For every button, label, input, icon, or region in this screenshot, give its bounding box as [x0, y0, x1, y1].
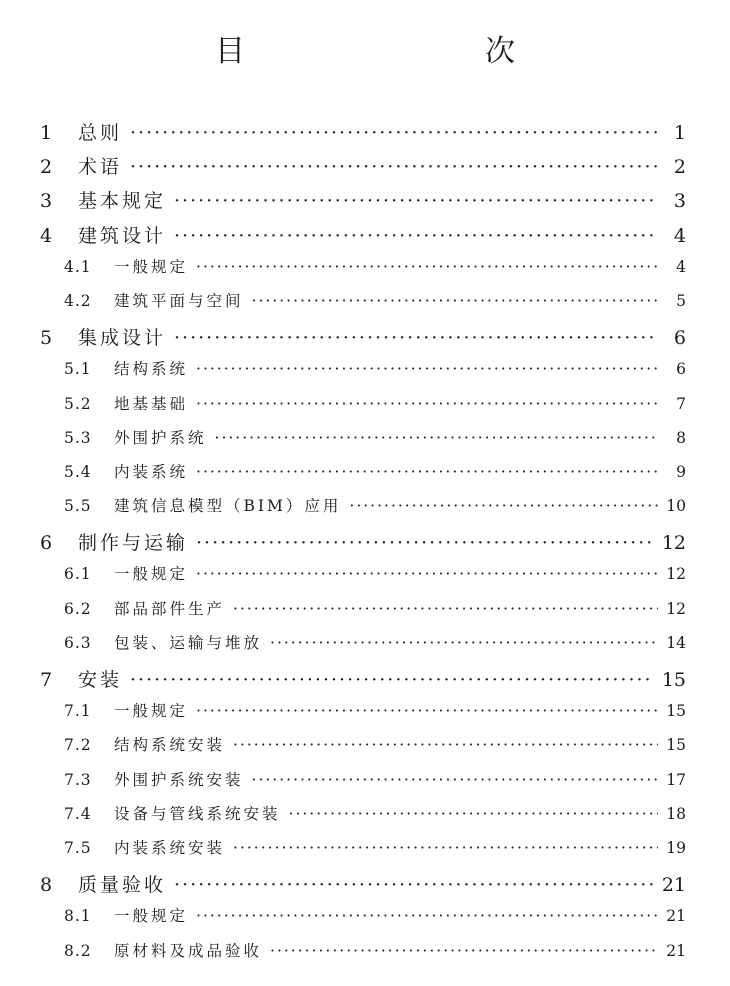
- toc-entry-title: 一般规定: [114, 702, 189, 721]
- toc-entry-page: 21: [661, 874, 686, 897]
- dot-leader: [196, 532, 654, 554]
- toc-entry-number: 7: [40, 669, 53, 691]
- toc-entry-page: 5: [676, 291, 686, 310]
- toc-entry[interactable]: [40, 182, 686, 216]
- toc-entry-title: 包装、运输与堆放: [114, 633, 263, 652]
- toc-entry-title: 一般规定: [114, 257, 189, 276]
- dot-leader: [289, 805, 658, 823]
- toc-entry[interactable]: [40, 661, 686, 695]
- toc-entry-title: 建筑平面与空间: [114, 291, 244, 310]
- toc-entry-page: 14: [666, 633, 686, 652]
- toc-entry[interactable]: [40, 422, 686, 456]
- toc-entry-number: 7.4: [64, 804, 92, 823]
- toc-entry[interactable]: [40, 217, 686, 251]
- toc-entry-page: 12: [666, 599, 686, 618]
- toc-entry[interactable]: [40, 456, 686, 490]
- toc-entry-title: 外围护系统: [114, 428, 207, 447]
- toc-entry-page: 15: [666, 702, 686, 721]
- toc-entry-number: 6.1: [64, 565, 92, 584]
- toc-entry-page: 19: [666, 838, 686, 857]
- dot-leader: [252, 292, 658, 310]
- toc-entry-title: 制作与运输: [78, 532, 189, 555]
- toc-entry[interactable]: [40, 729, 686, 763]
- toc-entry-title: 外围护系统安装: [114, 770, 244, 789]
- toc-entry[interactable]: [40, 524, 686, 558]
- toc-entry-number: 5.2: [64, 394, 92, 413]
- table-of-contents: [40, 114, 686, 969]
- toc-entry-number: 4.1: [64, 257, 92, 276]
- toc-entry-number: 4.2: [64, 291, 92, 310]
- toc-entry-title: 部品部件生产: [114, 599, 226, 618]
- toc-entry[interactable]: [40, 832, 686, 866]
- toc-entry-number: 7.3: [64, 770, 92, 789]
- dot-leader: [174, 327, 658, 349]
- toc-entry-page: 6: [673, 327, 686, 350]
- toc-entry[interactable]: [40, 251, 686, 285]
- toc-entry[interactable]: [40, 627, 686, 661]
- toc-entry-number: 6: [40, 532, 53, 555]
- dot-leader: [196, 702, 658, 720]
- toc-entry-title: 原材料及成品验收: [114, 941, 263, 960]
- toc-entry-page: 4: [676, 257, 686, 276]
- toc-entry-title: 基本规定: [78, 190, 167, 213]
- toc-entry-title: 集成设计: [78, 327, 167, 350]
- dot-leader: [196, 463, 658, 481]
- toc-entry-title: 设备与管线系统安装: [114, 804, 281, 823]
- toc-entry-number: 4: [40, 224, 53, 247]
- toc-entry-title: 建筑信息模型（BIM）应用: [114, 497, 342, 516]
- toc-entry-page: 4: [673, 224, 686, 247]
- toc-entry-page: 17: [666, 770, 686, 789]
- toc-entry[interactable]: [40, 798, 686, 832]
- toc-entry[interactable]: [40, 866, 686, 900]
- toc-entry-number: 3: [40, 190, 53, 213]
- dot-leader: [130, 156, 658, 178]
- toc-entry-title: 质量验收: [78, 874, 167, 897]
- toc-entry[interactable]: [40, 114, 686, 148]
- toc-entry-page: 15: [661, 669, 686, 691]
- toc-entry-page: 21: [666, 907, 686, 926]
- toc-entry-page: 6: [676, 360, 686, 379]
- toc-entry-page: 10: [666, 497, 686, 516]
- toc-entry-number: 5: [40, 327, 53, 350]
- toc-entry[interactable]: [40, 695, 686, 729]
- toc-entry-number: 7.5: [64, 838, 92, 857]
- toc-entry-title: 结构系统安装: [114, 736, 226, 755]
- toc-entry-number: 5.1: [64, 360, 92, 379]
- toc-entry-title: 内装系统: [114, 462, 189, 481]
- toc-entry[interactable]: [40, 764, 686, 798]
- toc-entry-title: 安装: [78, 669, 123, 691]
- toc-entry-page: 15: [666, 736, 686, 755]
- dot-leader: [215, 429, 658, 447]
- dot-leader: [196, 258, 658, 276]
- toc-entry-number: 7.1: [64, 702, 92, 721]
- toc-entry[interactable]: [40, 900, 686, 934]
- dot-leader: [130, 669, 654, 691]
- toc-entry[interactable]: [40, 285, 686, 319]
- dot-leader: [270, 634, 658, 652]
- toc-entry-title: 总则: [78, 122, 123, 144]
- toc-entry-title: 术语: [78, 156, 123, 179]
- dot-leader: [196, 360, 658, 378]
- dot-leader: [174, 874, 654, 896]
- dot-leader: [233, 736, 658, 754]
- toc-entry-title: 一般规定: [114, 565, 189, 584]
- toc-entry-page: 1: [673, 122, 686, 144]
- toc-entry-number: 5.4: [64, 462, 92, 481]
- dot-leader: [233, 600, 658, 618]
- toc-entry-number: 8.2: [64, 941, 92, 960]
- dot-leader: [130, 122, 658, 144]
- toc-entry-page: 18: [666, 804, 686, 823]
- toc-entry-number: 5.3: [64, 428, 92, 447]
- toc-entry-number: 8.1: [64, 907, 92, 926]
- dot-leader: [270, 942, 658, 960]
- dot-leader: [174, 190, 658, 212]
- toc-entry-page: 2: [673, 156, 686, 179]
- toc-entry-page: 9: [676, 462, 686, 481]
- dot-leader: [196, 907, 658, 925]
- dot-leader: [196, 395, 658, 413]
- toc-entry-title: 一般规定: [114, 907, 189, 926]
- dot-leader: [233, 839, 658, 857]
- dot-leader: [349, 497, 658, 515]
- toc-entry-title: 内装系统安装: [114, 838, 226, 857]
- toc-entry-title: 结构系统: [114, 360, 189, 379]
- toc-entry-number: 5.5: [64, 497, 92, 516]
- toc-entry-page: 3: [673, 190, 686, 213]
- toc-entry-number: 6.2: [64, 599, 92, 618]
- toc-entry[interactable]: [40, 148, 686, 182]
- toc-entry[interactable]: [40, 490, 686, 524]
- toc-entry-title: 建筑设计: [78, 224, 167, 247]
- page-title: 目 次: [215, 34, 575, 69]
- toc-entry-number: 2: [40, 156, 53, 179]
- toc-entry[interactable]: [40, 558, 686, 592]
- toc-entry[interactable]: [40, 353, 686, 387]
- toc-entry[interactable]: [40, 593, 686, 627]
- dot-leader: [196, 565, 658, 583]
- toc-entry-page: 21: [666, 941, 686, 960]
- toc-entry[interactable]: [40, 935, 686, 969]
- dot-leader: [252, 771, 658, 789]
- toc-entry-number: 1: [40, 122, 53, 144]
- dot-leader: [174, 225, 658, 247]
- toc-entry-title: 地基基础: [114, 394, 189, 413]
- toc-entry-page: 12: [666, 565, 686, 584]
- toc-entry-page: 8: [676, 428, 686, 447]
- toc-entry-number: 8: [40, 874, 53, 897]
- toc-entry-page: 7: [676, 394, 686, 413]
- toc-entry[interactable]: [40, 319, 686, 353]
- toc-entry[interactable]: [40, 388, 686, 422]
- toc-entry-page: 12: [661, 532, 686, 555]
- toc-entry-number: 7.2: [64, 736, 92, 755]
- toc-entry-number: 6.3: [64, 633, 92, 652]
